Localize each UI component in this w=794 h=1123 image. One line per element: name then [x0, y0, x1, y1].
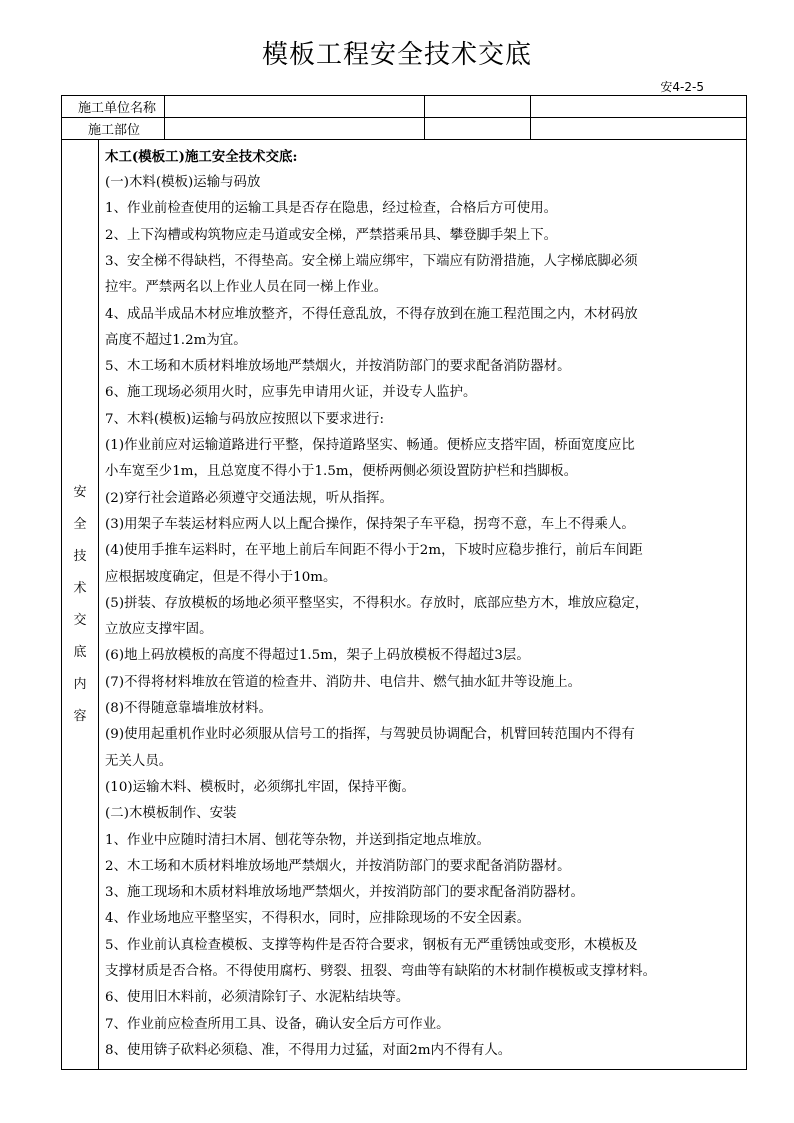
content-line: 8、使用锛子砍料必须稳、准，不得用力过猛，对面2m内不得有人。	[105, 1042, 512, 1058]
content-line: 高度不超过1.2m为宜。	[105, 332, 247, 348]
content-line: (10)运输木料、模板时，必须绑扎牢固，保持平衡。	[105, 779, 415, 795]
content-line: 1、作业前检查使用的运输工具是否存在隐患，经过检查，合格后方可使用。	[105, 201, 558, 217]
content-line: 6、使用旧木料前，必须清除钉子、水泥粘结块等。	[105, 990, 410, 1006]
unit-name-extra-field[interactable]	[531, 96, 747, 118]
content-line: (1)作业前应对运输道路进行平整，保持道路坚实、畅通。便桥应支搭牢固，桥面宽度应比	[105, 438, 635, 454]
disclosure-form	[61, 95, 747, 1070]
content-line: 1、作业中应随时清扫木屑、刨花等杂物，并送到指定地点堆放。	[105, 832, 490, 848]
side-label-char: 全	[73, 516, 87, 532]
content-line: 无关人员。	[105, 753, 173, 769]
content-line: 6、施工现场必须用火时，应事先申请用火证，并设专人监护。	[105, 385, 477, 401]
side-label	[62, 477, 98, 733]
side-label-cell	[62, 140, 99, 1070]
side-label-char: 术	[73, 580, 87, 596]
content-heading: 木工(模板工)施工安全技术交底:	[105, 148, 298, 165]
content-line: 4、成品半成品木材应堆放整齐，不得任意乱放，不得存放到在施工程范围之内，木材码放	[105, 306, 638, 322]
content-line: 2、木工场和木质材料堆放场地严禁烟火，并按消防部门的要求配备消防器材。	[105, 858, 571, 874]
content-line: 5、作业前认真检查模板、支撑等构件是否符合要求，钢板有无严重锈蚀或变形，木模板及	[105, 937, 638, 953]
content-line: (2)穿行社会道路必须遵守交通法规，听从指挥。	[105, 490, 393, 506]
unit-row	[62, 96, 747, 118]
construction-part-extra-field[interactable]	[531, 118, 747, 140]
content-line: (3)用架子车装运材料应两人以上配合操作，保持架子车平稳，拐弯不意，车上不得乘人。	[105, 516, 635, 532]
side-label-char: 容	[73, 708, 87, 724]
construction-part-field[interactable]	[165, 118, 425, 140]
construction-part-extra-label	[425, 118, 531, 140]
content-line: 立放应支撑牢固。	[105, 622, 213, 638]
content-line: 2、上下沟槽或构筑物应走马道或安全梯，严禁搭乘吊具、攀登脚手架上下。	[105, 227, 558, 243]
unit-name-extra-label	[425, 96, 531, 118]
part-row	[62, 118, 747, 140]
content-line: (6)地上码放模板的高度不得超过1.5m，架子上码放模板不得超过3层。	[105, 648, 530, 664]
content-lines	[105, 144, 742, 1064]
content-line: 4、作业场地应平整坚实，不得积水，同时，应排除现场的不安全因素。	[105, 911, 531, 927]
side-label-char: 底	[73, 644, 87, 660]
content-line: 7、木料(模板)运输与码放应按照以下要求进行:	[105, 411, 385, 427]
content-line: (5)拼装、存放模板的场地必须平整坚实，不得积水。存放时，底部应垫方木，堆放应稳定，	[105, 595, 649, 611]
document-number: 安4-2-5	[660, 80, 704, 94]
side-label-char: 交	[73, 612, 87, 628]
document-title: 模板工程安全技术交底	[261, 40, 532, 70]
unit-name-field[interactable]	[165, 96, 425, 118]
side-label-char: 技	[73, 548, 87, 564]
content-line: (一)木料(模板)运输与码放	[105, 175, 261, 191]
content-line: (二)木模板制作、安装	[105, 806, 237, 822]
side-label-char: 安	[73, 484, 87, 500]
content-row	[62, 140, 747, 1070]
side-label-char: 内	[73, 676, 87, 692]
content-line: 应根据坡度确定，但是不得小于10m。	[105, 569, 337, 585]
content-line: 7、作业前应检查所用工具、设备，确认安全后方可作业。	[105, 1016, 450, 1032]
unit-name-label: 施工单位名称	[62, 96, 165, 118]
content-line: 5、木工场和木质材料堆放场地严禁烟火，并按消防部门的要求配备消防器材。	[105, 359, 571, 375]
content-line: 3、施工现场和木质材料堆放场地严禁烟火，并按消防部门的要求配备消防器材。	[105, 885, 584, 901]
content-line: 3、安全梯不得缺档，不得垫高。安全梯上端应绑牢，下端应有防滑措施，人字梯底脚必须	[105, 253, 638, 269]
content-line: 支撑材质是否合格。不得使用腐朽、劈裂、扭裂、弯曲等有缺陷的木材制作模板或支撑材料。	[105, 964, 657, 979]
content-line: (9)使用起重机作业时必须服从信号工的指挥，与驾驶员协调配合，机臂回转范围内不得有	[105, 727, 635, 743]
content-cell	[99, 140, 747, 1070]
content-line: (8)不得随意靠墙堆放材料。	[105, 701, 272, 717]
content-line: 拉牢。严禁两名以上作业人员在同一梯上作业。	[105, 280, 388, 296]
content-line: (4)使用手推车运料时，在平地上前后车间距不得小于2m，下坡时应稳步推行，前后车间距	[105, 543, 643, 559]
construction-part-label: 施工部位	[62, 118, 165, 140]
content-line: 小车宽至少1m，且总宽度不得小于1.5m，便桥两侧必须设置防护栏和挡脚板。	[105, 464, 578, 480]
content-line: (7)不得将材料堆放在管道的检查井、消防井、电信井、燃气抽水缸井等设施上。	[105, 674, 582, 690]
